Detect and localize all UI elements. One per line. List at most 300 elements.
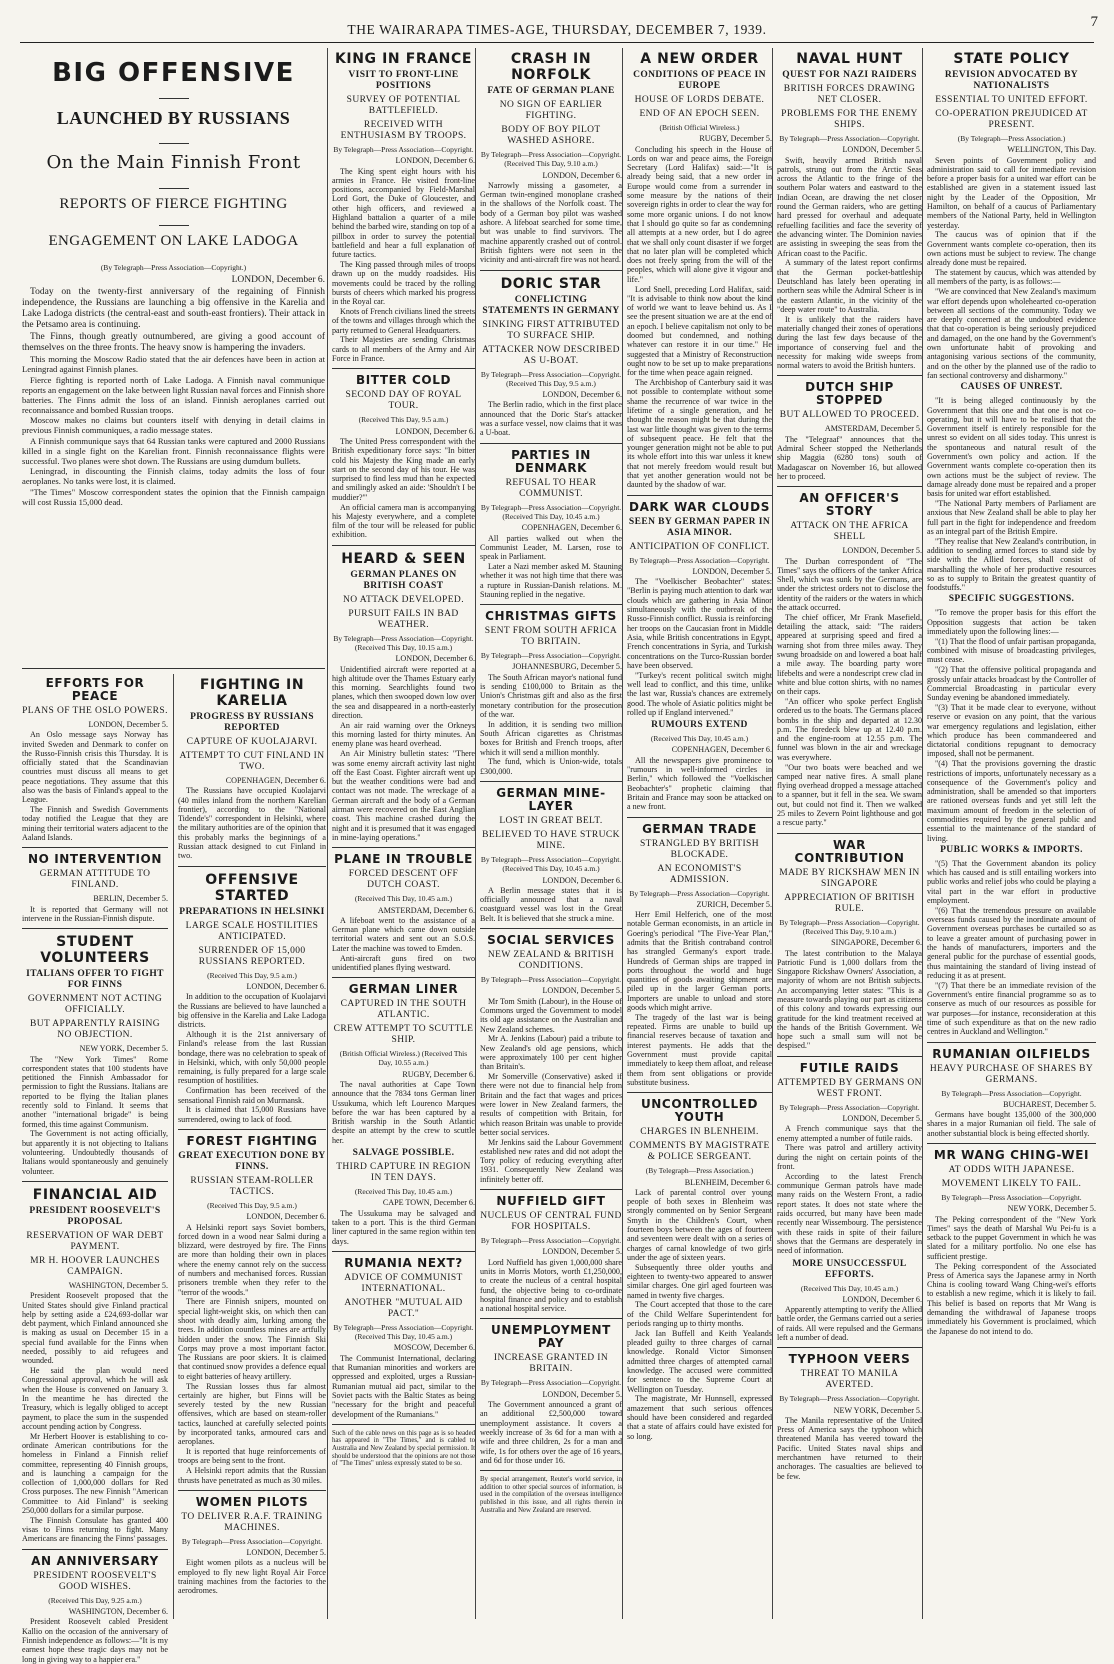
paragraph: "(1) That the flood of unfair partisan propaganda, combined with misuse of broadcasting privileges, must cease. (927, 636, 1096, 665)
dateline: COPENHAGEN, December 6. (521, 523, 622, 533)
article-rumanian-oilfields (927, 1048, 1096, 1138)
article-king-in-france (332, 51, 475, 363)
credit-line: By Telegraph—Press Association—Copyright. (Received This Day, 10.15 a.m.) (333, 633, 474, 652)
article-financial-aid (22, 1187, 168, 1544)
subheadline: FORCED DESCENT OFF DUTCH COAST. (348, 869, 459, 891)
article-forest-fighting (178, 1135, 326, 1485)
paragraph: Knots of French civilians lined the streets of the towns and villages through which the party returned to General Headquarters. (332, 307, 475, 335)
subheadline: On the Main Finnish Front (46, 152, 301, 173)
paragraph: A French communique says that the enemy attempted a number of futile raids. (777, 1124, 922, 1143)
subheadline: REFUSAL TO HEAR COMMUNIST. (505, 477, 597, 499)
headline: FINANCIAL AID (32, 1186, 158, 1203)
paragraph: "It is being alleged continuously by the Government that this one and that one is not co-operating, but it will have to be realised that the Government itself is entirely responsible for the unrest so evident on all sides today. This unrest is the spontaneous and natural result of the Government's own policy and action. If the Government wants complete co-operation then its own actions must be the subject of review. The damage already done must be repaired and a proper basis for united war effort established. (927, 396, 1096, 499)
subheadline: BUT ALLOWED TO PROCEED. (779, 410, 920, 421)
divider (178, 866, 326, 867)
headline: GERMAN LINER (348, 982, 459, 997)
paragraph: Narrowly missing a gasometer, a German twin-engined monoplane crashed in the shallows of the Norfolk coast. The body of a German boy pilot was washed ashore. A lifeboat searched for some time, but was unable to find survivors. The machine apparently crashed out of control. British fighters were not seen in the vicinity and anti-aircraft fire was not heard. (480, 180, 622, 265)
credit-line: (By Telegraph—Press Association.) (957, 134, 1066, 143)
article-crash-in-norfolk (480, 51, 622, 265)
subheadline: BODY OF BOY PILOT WASHED ASHORE. (501, 125, 601, 146)
headline: AN OFFICER'S STORY (799, 491, 900, 519)
headline: EFFORTS FOR PEACE (45, 676, 145, 703)
divider (178, 1129, 326, 1130)
subheadline: ATTACKER NOW DESCRIBED AS U-BOAT. (482, 344, 620, 366)
paragraph: Unidentified aircraft were reported at a high altitude over the Thames Estuary early this morning. Searchlights found two planes, which then swooped down low over the sea and disappeared in a north-easterly direction. (332, 664, 475, 721)
divider (332, 977, 475, 978)
headline: SALVAGE POSSIBLE. (352, 1148, 455, 1159)
subheadline: SINKING FIRST ATTRIBUTED TO SURFACE SHIP. (482, 319, 620, 341)
paragraph: Later a Nazi member asked M. Stauning whether it was not high time that there was a rupture in Russian-Danish relations. M. Stauning replied in the negative. (480, 561, 622, 599)
section-subhead: CAUSES OF UNREST. (960, 382, 1063, 393)
article-student-volunteers (22, 934, 168, 1176)
subheadline: MADE BY RICKSHAW MEN IN SINGAPORE (779, 867, 920, 889)
divider (627, 817, 772, 818)
headline: MORE UNSUCCESSFUL EFFORTS. (792, 1258, 907, 1280)
credit-line: (Received This Day, 10.45 a.m.) (354, 894, 453, 904)
subheadline: SEEN BY GERMAN PAPER IN ASIA MINOR. (628, 516, 771, 538)
headline: RUMANIA NEXT? (344, 1255, 463, 1270)
paragraph: There are Finnish snipers, mounted on special light-weight skis, on which then can shoot with deadly aim, lurking among the trees. In addition countless mines are artfully hidden under the snow. The Finnish Ski Corps may prove a most important factor. The Russians are poor skiers. It is claimed that continued snow provides a defence equal to eight batteries of heavy artillery. (178, 1297, 326, 1381)
subheadline: ANTICIPATION OF CONFLICT. (629, 541, 770, 552)
paragraph: The Ussukuma may be salvaged and taken to a port. This is the third German liner captured in the same region within ten days. (332, 1208, 475, 1246)
paragraph: It is reported that huge reinforcements of troops are being sent to the front. (178, 1447, 326, 1466)
subheadline: CAPTURE OF KUOLAJARVI. (186, 737, 318, 747)
dateline: BERLIN, December 5. (93, 894, 168, 904)
paragraph: All the newspapers give prominence to "rumours in well-informed circles in Berlin," which followed the "Voelkischer Beobachter's" prophetic claiming that Britain and France may soon be attacked on a new front. (627, 755, 772, 812)
subheadline: NUCLEUS OF CENTRAL FUND FOR HOSPITALS. (480, 1211, 622, 1233)
paragraph: There was patrol and artillery activity during the night on certain points of the front. (777, 1143, 922, 1172)
paragraph: Confirmation has been received of the sensational Finnish raid on Murmansk. (178, 1086, 326, 1105)
paragraph: The Finns, though greatly outnumbered, are giving a good account of themselves on the three fronts. The heavy snow is hampering the invaders. (22, 331, 325, 353)
credit-line: (By Telegraph—Press Association—Copyright.) (100, 263, 247, 272)
credit-line: By Telegraph—Press Association—Copyright. (480, 651, 622, 661)
dateline: AMSTERDAM, December 5. (824, 424, 922, 434)
paragraph: "(3) That it be made clear to everyone, without reserve or evasion on any point, that the various war emergency regulations and legislation, either which produce has been commandeered and dictatorial conditions repugnant to democracy imposed, shall not be permanent. (927, 702, 1096, 759)
paragraph: Apparently attempting to verify the Allied battle order, the Germans carried out a series of raids. All were repulsed and the Germans left a number of dead. (777, 1305, 922, 1342)
paragraph: The Manila representative of the United Press of America says the typhoon which threatened Manila has veered toward the Pacific. United States naval ships and merchantmen have returned to their anchorages. The casualties are believed to be few. (777, 1415, 922, 1481)
credit-line: (Received This Day, 9.5 a.m.) (207, 970, 297, 980)
article-social-services (480, 934, 622, 1184)
subheadline: GERMAN PLANES ON BRITISH COAST (350, 569, 457, 591)
divider (927, 1143, 1096, 1144)
divider (178, 1490, 326, 1491)
subheadline: VISIT TO FRONT-LINE POSITIONS (348, 70, 459, 91)
paragraph: The naval authorities at Cape Town announce that the 7834 tons German liner Ussukuma, which left Lourenco Marques before the war has been captured by a British warship in the South Atlantic despite an attempt by the crew to scuttle her. (332, 1079, 475, 1145)
dateline: CAPE TOWN, December 6. (382, 1198, 475, 1208)
paragraph: The Finnish and Swedish Governments today notified the League that they are mining their territorial waters adjacent to the Aaland Islands. (22, 805, 168, 843)
paragraph: The magistrate, Mr Hunnsell, expressed amazement that such serious offences should have been considered and regarded that a state of affairs could have existed for so long. (627, 1394, 772, 1441)
paragraph: The Peking correspondent of the "New York Times" says the death of Marshal Wu Pei-fu is a setback to the puppet Government in which he was slated for a military portfolio. No one else has sufficient prestige. (927, 1214, 1096, 1261)
article-rumania-next (332, 1257, 475, 1419)
credit-line: (Received This Day, 9.5 a.m.) (207, 1200, 297, 1210)
article-german-trade (627, 823, 772, 1088)
column-5 (622, 48, 772, 1619)
paragraph: The statement by caucus, which was attended by all members of the party, is as follows:— (927, 268, 1096, 287)
headline: AN ANNIVERSARY (31, 1553, 159, 1568)
article-efforts-for-peace (22, 677, 168, 842)
dateline: LONDON, December 6. (542, 170, 622, 180)
subheadline: SURRENDER OF 15,000 RUSSIANS REPORTED. (198, 945, 306, 967)
paragraph: Germans have bought 135,000 of the 300,000 shares in a major Rumanian oil field. The sale of another substantial block is being effected shortly. (927, 1110, 1096, 1138)
subheadline: CONFLICTING STATEMENTS IN GERMANY (482, 294, 620, 316)
paragraph: The "Voelkischer Beobachter" states: "Berlin is paying much attention to dark war clouds which are gathering in Asia Minor simultaneously with the outbreak of the Russo-Finnish conflict. Russia is reinforcing her troops on the Caucasian front in Middle Asia, while British concentrations in Egypt, French concentrations in Syria, and Turkish concentrations on the Turco-Russian border have been observed. (627, 577, 772, 670)
paragraph: Although it is the 21st anniversary of Finland's release from the last Russian bondage, there was no celebration to speak of in Helsinki, which, with only 50,000 people remaining, is fully prepared for a large scale resumption of hostilities. (178, 1029, 326, 1086)
subheadline: LARGE SCALE HOSTILITIES ANTICIPATED. (185, 920, 319, 942)
article-women-pilots (178, 1496, 326, 1596)
dateline: LONDON, December 5. (542, 986, 622, 996)
subheadline: ESSENTIAL TO UNITED EFFORT. (935, 95, 1088, 105)
subheadline: RECEIVED WITH ENTHUSIASM BY TROOPS. (340, 120, 467, 141)
article-an-officers-story (777, 492, 922, 827)
article-dutch-ship-stopped (777, 381, 922, 481)
article-heard-and-seen (332, 551, 475, 843)
headline: NAVAL HUNT (796, 51, 903, 67)
divider (480, 928, 622, 929)
divider (777, 486, 922, 487)
dateline: ZURICH, December 5. (696, 899, 772, 909)
subheadline: FATE OF GERMAN PLANE (487, 86, 615, 96)
headline: UNCONTROLLED YOUTH (640, 1097, 759, 1125)
divider (480, 604, 622, 605)
divider (332, 368, 475, 369)
paragraph: An Air Ministry bulletin states: "There was some enemy aircraft activity last night off the East Coast. Fighter aircraft went up but the weather conditions were bad and contact was not made. The wreckage of a German aircraft and the body of a German airman were recovered on the East Anglian coast. This machine crashed during the night and it is presumed that it was engaged in mine-laying operations." (332, 749, 475, 842)
article-bitter-cold (332, 374, 475, 539)
dateline: SINGAPORE, December 6. (831, 938, 922, 948)
dateline: LONDON, December 6. (542, 875, 622, 885)
dateline: BLENHEIM, December 6. (684, 1177, 772, 1187)
credit-line: By Telegraph—Press Association—Copyright. (181, 1536, 323, 1546)
paragraph: The Government is not acting officially, but apparently it is not objecting to Italians volunteering. Undoubtedly thousands of Italians would spontaneously and genuinely volunteer. (22, 1129, 168, 1176)
divider (927, 1042, 1096, 1043)
article-rumours-extend (627, 720, 772, 811)
headline: WAR CONTRIBUTION (794, 837, 905, 865)
credit-line: (British Official Wireless.) (659, 123, 740, 132)
dateline: LONDON, December 5. (88, 720, 168, 729)
subheadline: THREAT TO MANILA AVERTED. (800, 1369, 899, 1391)
subheadline: END OF AN EPOCH SEEN. (639, 109, 760, 119)
paragraph: An official camera man is accompanying his Majesty everywhere, and a complete film of the tour will be released for public exhibition. (332, 502, 475, 540)
dateline: LONDON, December 5. (692, 566, 772, 576)
subheadline: PRESIDENT ROOSEVELT'S PROPOSAL (29, 1205, 161, 1227)
footnote: By special arrangement, Reuter's world service, in addition to other special sources of information, is used in the compilation of the overseas intelligence published in this issue, and all rights therein in Australia and New Zealand are reserved. (480, 1476, 622, 1514)
paragraph: An air raid warning over the Orkneys this morning lasted for thirty minutes. An enemy plane was heard overhead. (332, 720, 475, 749)
subheadline: CREW ATTEMPT TO SCUTTLE SHIP. (333, 1024, 474, 1046)
paragraph: "Our two boats were beached and we camped near native fires. A small plane flying overhead dropped a message attached to a spanner, but it fell in the sea. We swam out, but could not find it. Then we walked 25 miles to Zevern Point lighthouse and got a rescue party." (777, 762, 922, 828)
paragraph: He said the plan would need Congressional approval, which he will ask when the House is convened on January 3. In the meantime he has directed the Treasury, which is legally obliged to accept payment, to place the sum in the suspended account pending action by Congress. (22, 1366, 168, 1431)
headline: PARTIES IN DENMARK (511, 447, 591, 475)
paragraph: The Communist International, declaring that Rumanian minorities and workers are oppressed and exploited, urges a Russian-Rumanian mutual aid pact, similar to the Soviet pacts with the Baltic States as being "necessary for the bright and peaceful development of the Rumanians." (332, 1353, 475, 1419)
divider (22, 668, 325, 669)
paragraph: The United Press correspondent with the British expeditionary force says: "In bitter cold his Majesty the King made an early start on the second day of his tour. He was surprised to find less mud than he expected and smilingly asked an aide: 'Shouldn't I be muddier?'" (332, 436, 475, 502)
paragraph: The Berlin radio, which in the first place announced that the Doric Star's attacker was a surface vessel, now claims that it was a U-boat. (480, 400, 622, 438)
credit-line: By Telegraph—Press Association—Copyright. (941, 1088, 1082, 1098)
headline: DORIC STAR (500, 275, 602, 292)
headline: CHRISTMAS GIFTS (485, 609, 617, 624)
paragraph: It is unlikely that the raiders have materially changed their zones of operations during the last few days because of the importance of conserving fuel and the necessity for making wide sweeps from normal waters to avoid the British hunters. (777, 314, 922, 371)
paragraph: It is reported that Germany will not intervene in the Russian-Finnish dispute. (22, 904, 168, 923)
article-uncontrolled-youth (627, 1098, 772, 1441)
headline: HEARD & SEEN (341, 550, 466, 567)
paragraph: The "Telegraaf" announces that the Admiral Scheer stopped the Netherlands ship Maggia (6280 tons) south of Madagascar on November 16, but allowed her to proceed. (777, 434, 922, 481)
divider (777, 1347, 922, 1348)
divider (627, 495, 772, 496)
paragraph: "Turkey's recent political switch might well lead to conflict, and this time, unlike the last war, Russia's chances are extremely good. The whole of Asiatic politics might be rolled up if England intervened." (627, 670, 772, 717)
subheadline: SURVEY OF POTENTIAL BATTLEFIELD. (346, 95, 461, 116)
credit-line: By Telegraph—Press Association—Copyright. (Received This Day, 10.45 a.m.) (333, 1322, 474, 1342)
headline: BITTER COLD (355, 373, 452, 388)
subheadline: LAUNCHED BY RUSSIANS (56, 108, 291, 128)
subheadline: CONDITIONS OF PEACE IN EUROPE (633, 70, 766, 91)
paragraph: President Roosevelt cabled President Kallio on the occasion of the anniversary of Finnish independence as follows:—"It is my earnest hope these tragic days may not be long in giving way to a happier era." (22, 1617, 168, 1664)
paragraph: "(2) That the offensive political propaganda and grossly unfair attacks broadcast by the Controller of Commercial Broadcasting in particular every Sunday evening be abandoned immediately. (927, 665, 1096, 703)
article-german-liner (332, 983, 475, 1145)
subheadline: NO ATTACK DEVELOPED. (343, 594, 464, 605)
headline: OFFENSIVE STARTED (205, 871, 299, 904)
column-2 (173, 674, 326, 1619)
paragraph: Herr Emil Helferich, one of the most notable German economists, in an article in Goering's periodical "The Five-Year Plan," admits that the British contraband control has strangled Germany's export trade. Hundreds of German ships are trapped in ports throughout the world and huge quantities of goods awaiting shipment are piled up in the larger German ports. Importers are unable to unload and store goods which might arrive. (627, 910, 772, 1013)
masthead (0, 0, 1114, 48)
paragraph: "An officer who spoke perfect English ordered us to the boats. The Germans placed bombs in the ship and departed at 12.30 p.m. The foredeck blew up at 12.40 p.m. and the engine-room at 12.55 p.m. The funnel was blown in the air and wreckage was everywhere. (777, 696, 922, 762)
paragraph: Concluding his speech in the House of Lords on war and peace aims, the Foreign Secretary (Lord Halifax) said:—"It is already being said, that a new order in Europe would come from a surrender in some measure by the nations of their sovereign rights in order to clear the way for some more organic unions. I do not know that I should go quite so far as condemning all attempts at a new order, but I do agree that we shall only count disaster if we forget that no later plan will be completed which does not freely spring from the will of the peoples, which will alone give it vigour and life." (627, 144, 772, 284)
paragraph: "The Times" Moscow correspondent states the opinion that the Finnish campaign will cost Russia 15,000 dead. (22, 486, 325, 507)
subheadline: MOVEMENT LIKELY TO FAIL. (941, 1179, 1082, 1189)
column-1 (22, 674, 168, 1664)
credit-line: By Telegraph—Press Association—Copyright. (333, 145, 474, 154)
subheadline: GERMAN ATTITUDE TO FINLAND. (39, 869, 151, 891)
column-7 (922, 48, 1096, 1619)
subheadline: AT ODDS WITH JAPANESE. (948, 1165, 1075, 1175)
dateline: COPENHAGEN, December 6. (671, 745, 772, 755)
divider (159, 98, 189, 99)
paragraph: "(5) That the Government abandon its policy which has caused and is still entailing workers into public works and relief jobs who could be playing a vital part in the war effort in productive employment. (927, 858, 1096, 906)
credit-line: By Telegraph—Press Association—Copyright. (779, 1102, 920, 1112)
subheadline: THIRD CAPTURE IN REGION IN TEN DAYS. (336, 1162, 471, 1184)
paragraph: The Government announced a grant of an additional £2,500,000 toward unemployment assistance. It covers a weekly increase of 3s 6d for a man with a wife and three children, 2s for a man and wife, 1s for others over the age of 16 years, and 6d for those under 16. (480, 1400, 622, 1465)
credit-line: (Received This Day, 9.5 a.m.) (358, 415, 449, 425)
credit-line: (Received This Day, 10.45 a.m.) (800, 1283, 899, 1293)
divider (22, 928, 168, 929)
paragraph: "(7) That there be an immediate revision of the Government's entire financial programme so as to conserve as much of our resources as possible for war purposes—for instance, reconsideration at this time of such expenditure as that on the new radio centres in Auckland and Wellington." (927, 980, 1096, 1037)
paragraph: This morning the Moscow Radio stated that the air defences have been in action at Leningrad against Finnish planes. (22, 354, 325, 374)
paragraph: Eight women pilots as a nucleus will be employed to fly new light Royal Air Force training machines from the factories to the aerodromes. (178, 1558, 326, 1596)
subheadline: PROBLEMS FOR THE ENEMY SHIPS. (781, 109, 918, 130)
paragraph: The South African mayor's national fund is sending £100,000 to Britain as the Union's Christmas gift and also as the first monetary contribution for the prosecution of the war. (480, 672, 622, 719)
paragraph: In addition to the occupation of Kuolajarvi the Russians are believed to have launched a big offensive in the Karelia and Lake Ladoga districts. (178, 992, 326, 1030)
paragraph: "(6) That the tremendous pressure on available overseas funds caused by the inordinate amount of Government overseas purchases be curtailed so as to leave a greater amount of purchasing power in the hands of manufacturers, importers and the general public for the purchase of essential goods, thus maintaining the standard of living instead of reducing it as at present. (927, 905, 1096, 980)
dateline: LONDON, December 6. (231, 275, 325, 285)
subheadline: BRITISH FORCES DRAWING NET CLOSER. (783, 84, 916, 105)
headline: GERMAN MINE-LAYER (496, 785, 606, 813)
dateline: MOSCOW, December 6. (393, 1343, 475, 1353)
credit-line: By Telegraph—Press Association—Copyright. (480, 975, 622, 985)
paragraph: "The National Party members of Parliament are anxious that New Zealand shall be able to play her full part in the fight for independence and freedom as an integral part of the British Empire. (927, 498, 1096, 536)
paragraph: The Peking correspondent of the Associated Press of America says the Japanese army in North China is cooling toward Wang Ching-wei's efforts to establish a new regime, which it is likely to fail. This belief is based on reports that Mr Wang is demanding the withdrawal of Japanese troops immediately his Government is proclaimed, which the Japanese do not intend to do. (927, 1261, 1096, 1336)
subheadline: NO SIGN OF EARLIER FIGHTING. (499, 100, 603, 121)
divider (627, 1092, 772, 1093)
subheadline: ITALIANS OFFER TO FIGHT FOR FINNS (26, 969, 164, 991)
article-dark-war-clouds (627, 501, 772, 718)
paragraph: It is claimed that 15,000 Russians have surrendered, owing to lack of food. (178, 1105, 326, 1124)
divider (777, 833, 922, 834)
dateline: LONDON, December 5. (542, 1247, 622, 1257)
subheadline: LOST IN GREAT BELT. (499, 815, 603, 826)
divider (159, 143, 189, 144)
paragraph: A Helsinki report admits that the Russian thrusts have penetrated as much as 30 miles. (178, 1466, 326, 1485)
paragraph: Anti-aircraft guns fired on two unidentified planes flying westward. (332, 953, 475, 972)
dateline: NEW YORK, December 5. (79, 1044, 168, 1054)
paragraph: The Finnish Consulate has granted 400 visas to Finns returning to fight. Many Americans are financing the Finns' passages. (22, 1515, 168, 1544)
divider (332, 847, 475, 848)
paragraph: Mr Herbert Hoover is establishing to co-ordinate American contributions for the homeless in Finland a Finnish relief committee, representing 40 Finnish groups, and is launching a campaign for the collection of 1,000,000 dollars for Red Cross purposes. The new Finnish "American Committee to Aid Finland" is seeking 250,000 dollars for a similar purpose. (22, 1431, 168, 1516)
dateline: BUCHAREST, December 5. (1003, 1099, 1096, 1109)
divider (480, 443, 622, 444)
subheadline: GOVERNMENT NOT ACTING OFFICIALLY. (27, 994, 163, 1016)
paragraph: Leningrad, in discounting the Finnish claims, today admits the loss of four aeroplanes. No tanks were lost, it is claimed. (22, 466, 325, 486)
subheadline: PLANS OF THE OSLO POWERS. (22, 706, 168, 716)
article-naval-hunt (777, 51, 922, 370)
divider (159, 225, 189, 226)
divider (159, 188, 189, 189)
dateline: NEW YORK, December 5. (833, 1405, 922, 1415)
article-war-contribution (777, 839, 922, 1051)
paragraph: The latest contribution to the Malaya Patriotic Fund is 1,000 dollars from the Singapore Rickshaw Owners' Association, a majority of whom are not British subjects. An accompanying letter states: "This is a measure towards playing our part as citizens of this colony and towards expressing our gratitude for the kind treatment received at the hands of the British Government. We hope such a small sum will not be despised." (777, 948, 922, 1051)
headline: KING IN FRANCE (334, 51, 473, 67)
dateline: LONDON, December 6. (395, 426, 475, 436)
subheadline: HEAVY PURCHASE OF SHARES BY GERMANS. (929, 1063, 1094, 1085)
credit-line: (Received This Day, 10.45 a.m.) (354, 1187, 453, 1197)
subheadline: ATTACK ON THE AFRICA SHELL (790, 521, 909, 543)
article-fighting-in-karelia (178, 677, 326, 861)
subheadline: NEW ZEALAND & BRITISH CONDITIONS. (487, 950, 615, 972)
article-futile-raids (777, 1062, 922, 1256)
paragraph: In addition, it is sending two million South African cigarettes as Christmas boxes for British and French troops, after which it will send a million monthly. (480, 719, 622, 757)
subheadline: AN ECONOMIST'S ADMISSION. (657, 863, 742, 885)
headline: MR WANG CHING-WEI (933, 1148, 1090, 1162)
divider (22, 847, 168, 848)
headline: STATE POLICY (953, 51, 1070, 67)
headline: FOREST FIGHTING (186, 1133, 318, 1148)
section-subhead: SPECIFIC SUGGESTIONS. (948, 594, 1075, 605)
paragraph: The chief officer, Mr Frank Masefield, detailing the attack, said: "The raiders appeared at surprising speed and fired a warning shot from three miles away. They swung broadside on and lowered a boat half a mile away. The boarding party wore lifebelts and were a nondescript crew clad in white and blue cotton shirts, with no names on their caps. (777, 612, 922, 697)
credit-line: (Received This Day, 9.25 a.m.) (48, 1595, 142, 1605)
divider (332, 1424, 475, 1425)
paragraph: President Roosevelt proposed that the United States should give Finland practical help by setting aside a £24,693-dollar war debt payment, which Finland announced she is making as usual on December 15 in a special fund available for the Finns when needed, possibly to aid refugees and wounded. (22, 1291, 168, 1366)
subheadline: SENT FROM SOUTH AFRICA TO BRITAIN. (484, 626, 618, 648)
credit-line: By Telegraph—Press Association—Copyright. (Received This Day, 10.45 a.m.) (480, 502, 622, 521)
credit-line: (British Official Wireless.) (Received This Day, 10.55 a.m.) (339, 1049, 468, 1068)
subheadline: HOUSE OF LORDS DEBATE. (634, 95, 765, 105)
masthead-rule (20, 42, 1094, 43)
paragraph: According to the latest French communique German patrols have made many raids on the Western Front, a radio report states. It does not state where the raids occurred, but many have been made recently near Wissembourg. The persistence with these raids in spite of their failure shows that the Germans are desperately in need of information. (777, 1171, 922, 1256)
credit-line: By Telegraph—Press Association—Copyright. (779, 134, 920, 143)
subheadline: PROGRESS BY RUSSIANS REPORTED (190, 712, 314, 733)
credit-line: By Telegraph—Press Association—Copyright. (629, 888, 770, 898)
paragraph: All parties walked out when the Communist Leader, M. Larsen, rose to speak in Parliament. (480, 533, 622, 562)
headline: STUDENT VOLUNTEERS (40, 934, 150, 967)
paragraph: The Russian losses thus far almost certainly are higher, but Finns will be severely tested by the new Russian offensives, which are based on steam-roller tactics, launched at carefully selected points by incorporated tanks, armoured cars and aeroplanes. (178, 1381, 326, 1447)
column-3 (327, 48, 475, 1619)
paragraph: A lifeboat went to the assistance of a German plane which came down outside territorial waters and sent out an S.O.S. Later the machine was towed to Emden. (332, 915, 475, 953)
dateline: LONDON, December 6. (246, 981, 326, 991)
article-body (22, 262, 325, 507)
dateline: LONDON, December 6. (395, 156, 475, 166)
subheadline: CAPTURED IN THE SOUTH ATLANTIC. (340, 999, 467, 1021)
paragraph: The caucus was of opinion that if the Government wants complete co-operation, then its own actions must be subject to review. The change already done must be repaired. (927, 230, 1096, 268)
paragraph: The tragedy of the last war is being repeated. Firms are unable to build up financial reserves because of taxation and interest payments. He adds that the Government must provide capital immediately to keep them afloat, and release them from sent obligations or provide substitute business. (627, 1012, 772, 1087)
credit-line: By Telegraph—Press Association—Copyright. (941, 1193, 1082, 1202)
paragraph: The King spent eight hours with his armies in France. He visited front-line positions, accompanied by Field-Marshal Lord Gort, the Duke of Gloucester, and other high officers, and reviewed a Highland battalion a quarter of a mile behind the barbed wire, standing on top of a pillbox in order to survey the potential battlefield and hear a full explanation of future tactics. (332, 166, 475, 260)
dateline: LONDON, December 6. (842, 1294, 922, 1304)
paragraph: The Archbishop of Canterbury said it was not possible to contemplate without some shame the recurrence of war twice in the lifetime of a single generation, and he thought the reason might be that during the last war little thought was given to the terms of subsequent peace. He felt that the younger generation might not be able to put its whole effort into this war unless it knew that not merely freedom would result but that yet another generation would not be daunted by the shadow of war. (627, 378, 772, 490)
divider (480, 1318, 622, 1319)
credit-line: By Telegraph—Press Association—Copyright. (Received This Day, 9.10 a.m.) (779, 917, 920, 936)
subheadline: QUEST FOR NAZI RAIDERS (782, 70, 917, 80)
paragraph: "To remove the proper basis for this effort the Opposition suggests that action be taken immediately upon the following lines:— (927, 608, 1096, 637)
subheadline: REVISION ADVOCATED BY NATIONALISTS (944, 70, 1079, 91)
credit-line: (Received This Day, 10.45 a.m.) (650, 734, 749, 744)
dateline: WELLINGTON, This Day. (1007, 145, 1096, 155)
paragraph: The Durban correspondent of "The Times" says the officers of the tanker Africa Shell, which was sunk by the Germans, are under the strictest orders not to disclose the identity of the raiders or the waters in which the attack occurred. (777, 556, 922, 612)
subheadline: INCREASE GRANTED IN BRITAIN. (493, 1353, 609, 1375)
divider (777, 375, 922, 376)
dateline: LONDON, December 6. (542, 390, 622, 400)
dateline: LONDON, December 6. (246, 1212, 326, 1222)
headline: TYPHOON VEERS (788, 1352, 911, 1367)
paragraph: Seven points of Government policy and administration said to call for immediate revision before a proper basis for a united war effort can be established are given in a statement issued last night by the Leader of the Opposition, Mr Hamilton, on behalf of a caucus of Parliamentary members of the National Party, held in Wellington yesterday. (927, 155, 1096, 230)
dateline: WASHINGTON, December 5. (68, 1280, 168, 1290)
article-parties-in-denmark (480, 449, 622, 599)
paragraph: Moscow makes no claims but counters itself with denying in detail claims in previous Finnish communiques, a radio message states. (22, 415, 325, 435)
headline: FUTILE RAIDS (799, 1060, 900, 1075)
paragraph: A Finnish communique says that 64 Russian tanks were captured and 2000 Russians killed in a single fight on the Karelian front. Finnish reconnaissance flights were successful. Two planes were shot down. The Russians are using dumdum bullets. (22, 435, 325, 466)
divider (480, 270, 622, 271)
credit-line: (By Telegraph—Press Association.) (645, 1166, 754, 1176)
subheadline: TO DELIVER R.A.F. TRAINING MACHINES. (181, 1511, 323, 1533)
credit-line: By Telegraph—Press Association—Copyright. (Received This Day, 9.10 a.m.) (480, 150, 622, 169)
paragraph: "We are convinced that New Zealand's maximum war effort depends upon wholehearted co-operation between all sections of the community. Today we are deeply concerned at the undoubted evidence that that co-operation is being seriously prejudiced and damaged, on the one hand by the Government's own unfortunate habit of provoking and antagonising various sections of the community, and on the other by the planned use of the radio to fan sectional controversy and disharmony." (927, 287, 1096, 380)
article-no-intervention (22, 853, 168, 923)
subheadline: CO-OPERATION PREJUDICED AT PRESENT. (935, 109, 1088, 130)
column-6 (772, 48, 922, 1619)
article-more-unsuccessful-efforts (777, 1259, 922, 1343)
dateline: LONDON, December 5. (246, 1548, 326, 1558)
subheadline: ANOTHER "MUTUAL AID PACT." (344, 1297, 463, 1319)
divider (22, 1181, 168, 1182)
headline: NO INTERVENTION (28, 852, 162, 867)
headline: CRASH IN NORFOLK (510, 51, 592, 83)
paragraph: A Helsinki report says Soviet bombers, forced down in a wood near Salmi during a blizzard, were destroyed by fire. The Finns are more than holding their own in places where the enemy cannot rely on the success of numbers and mechanised forces. Russian prisoners tremble when they refer to the "terror of the woods." (178, 1222, 326, 1297)
article-offensive-started (178, 872, 326, 1124)
headline: RUMOURS EXTEND (651, 720, 748, 731)
divider (332, 545, 475, 546)
column-4 (475, 48, 622, 1619)
section-subhead: PUBLIC WORKS & IMPORTS. (940, 844, 1083, 855)
page-number: 7 (1090, 14, 1098, 30)
article-salvage-possible (332, 1148, 475, 1246)
paragraph: The Russians have occupied Kuolajarvi (40 miles inland from the northern Karelian frontier), according to the "National Tidende's" correspondent in Helsinki, where the military authorities are of the opinion that this probably marks the beginnings of a Russian attack designed to cut Finland in two. (178, 786, 326, 861)
subheadline: STRANGLED BY BRITISH BLOCKADE. (639, 838, 759, 860)
credit-line: By Telegraph—Press Association—Copyright. (480, 1378, 622, 1388)
subheadline: RUSSIAN STEAM-ROLLER TACTICS. (190, 1175, 314, 1197)
dateline: COPENHAGEN, December 6. (225, 776, 326, 785)
columns-area (22, 48, 1096, 1664)
subheadline: APPRECIATION OF BRITISH RULE. (784, 892, 915, 914)
headline: DUTCH SHIP STOPPED (805, 380, 894, 408)
headline: BIG OFFENSIVE (52, 58, 295, 88)
dateline: LONDON, December 5. (842, 546, 922, 556)
paragraph: The King passed through miles of troops drawn up on the muddy roadsides. His movements could be traced by the rolling bursts of cheers which marked his progress in the Royal car. (332, 260, 475, 307)
subheadline: PREPARATIONS IN HELSINKI (179, 906, 325, 917)
